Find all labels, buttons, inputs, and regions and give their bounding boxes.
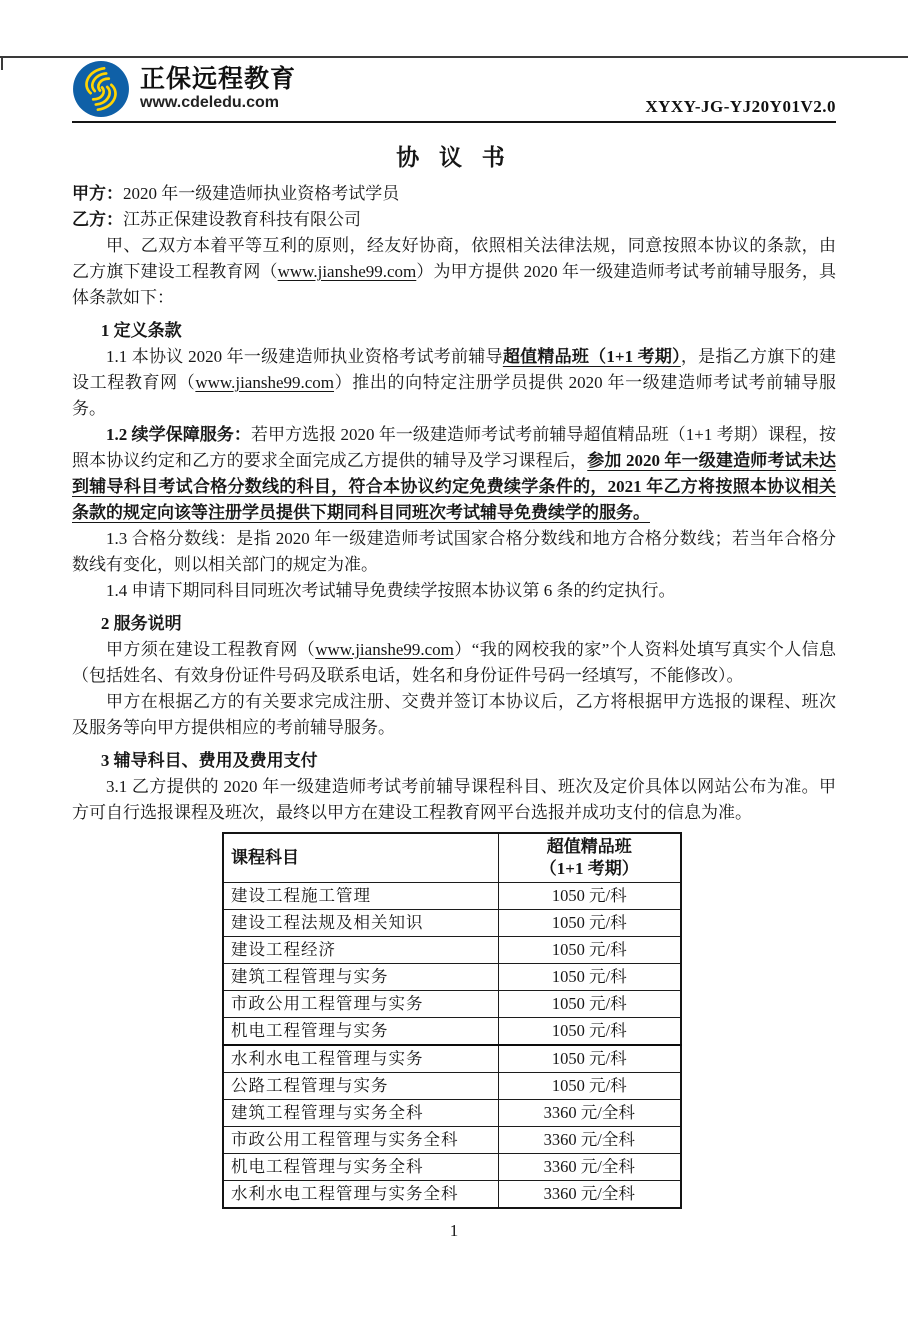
subject-cell: 建筑工程管理与实务全科	[223, 1099, 498, 1126]
subject-cell: 公路工程管理与实务	[223, 1072, 498, 1099]
jianshe99-link[interactable]: www.jianshe99.com	[315, 640, 454, 659]
clause-2-1-text: 甲方须在建设工程教育网（	[106, 640, 316, 659]
clause-1-3: 1.3 合格分数线：是指 2020 年一级建造师考试国家合格分数线和地方合格分数线；若当年合格分数线有变化，则以相关部门的规定为准。	[72, 529, 836, 574]
document-content	[72, 181, 836, 1244]
course-subject-header: 课程科目	[223, 833, 498, 882]
clause-1-1-text: 1.1 本协议 2020 年一级建造师执业资格考试考前辅导	[106, 347, 503, 366]
section-2-heading: 2 服务说明	[100, 614, 182, 633]
document-code: XYXY-JG-YJ20Y01V2.0	[645, 97, 836, 116]
party-a-line	[72, 181, 836, 207]
page-left-edge	[1, 56, 3, 70]
price-cell: 3360 元/全科	[498, 1153, 681, 1180]
price-cell: 1050 元/科	[498, 882, 681, 909]
clause-1-2-emphasis: 参加 2020 年一级建造师考试未达到辅导科目考试合格分数线的科目，符合本协议约定免费续学条件的，2021 年乙方将按照本协议相关条款的规定向该等注册学员提供下期同科目同班次考试辅导免费续学的服务。	[72, 451, 837, 522]
party-b-line	[72, 207, 836, 233]
clause-1-2-label: 1.2 续学保障服务：	[106, 425, 251, 444]
intro-text-after: ）为甲方提供 2020 年一级建造师考试考前辅导服务，具体条款如下：	[72, 262, 837, 307]
price-cell: 1050 元/科	[498, 936, 681, 963]
brand-website: www.cdeledu.com	[140, 93, 279, 111]
table-row	[223, 1153, 681, 1180]
clause-1-1-emphasis: 超值精品班（1+1 考期）	[502, 347, 681, 366]
clause-3-1: 3.1 乙方提供的 2020 年一级建造师考试考前辅导课程科目、班次及定价具体以网站公布为准。甲方可自行选报课程及班次，最终以甲方在建设工程教育网平台选报并成功支付的信息为准。	[72, 777, 836, 822]
table-row	[223, 936, 681, 963]
subject-cell: 建设工程法规及相关知识	[223, 909, 498, 936]
swirl-globe-icon	[72, 60, 130, 118]
party-b-value: 江苏正保建设教育科技有限公司	[123, 210, 361, 229]
table-row	[223, 1017, 681, 1045]
clause-1-1	[72, 344, 836, 422]
intro-text: 甲、乙双方本着平等互利的原则，经友好协商，依照相关法律法规，同意按照本协议的条款，由乙方旗下建设工程教育网（	[72, 236, 836, 281]
table-row	[223, 909, 681, 936]
subject-cell: 建筑工程管理与实务	[223, 963, 498, 990]
course-fee-table	[222, 832, 682, 1209]
subject-cell: 机电工程管理与实务全科	[223, 1153, 498, 1180]
brand-block	[72, 60, 296, 118]
jianshe99-link[interactable]: www.jianshe99.com	[277, 262, 417, 281]
subject-cell: 水利水电工程管理与实务全科	[223, 1180, 498, 1208]
clause-1-4: 1.4 申请下期同科目同班次考试辅导免费续学按照本协议第 6 条的约定执行。	[106, 581, 676, 600]
clause-1-1-text-mid: ，是指乙方旗下的建设工程教育网（	[72, 347, 837, 392]
subject-cell: 建设工程经济	[223, 936, 498, 963]
clause-1-2	[72, 422, 836, 526]
plan-header-line2: （1+1 考期）	[539, 858, 639, 878]
intro-paragraph	[72, 233, 836, 311]
price-cell: 1050 元/科	[498, 990, 681, 1017]
clause-1-2-text: 若甲方选报 2020 年一级建造师考试考前辅导超值精品班（1+1 考期）课程，按照本协议约定和乙方的要求全面完成乙方提供的辅导及学习课程后，	[72, 425, 836, 470]
page-top-edge	[0, 56, 908, 58]
price-cell: 1050 元/科	[498, 909, 681, 936]
table-header-row	[223, 833, 681, 882]
price-cell: 3360 元/全科	[498, 1180, 681, 1208]
brand-text	[140, 66, 296, 111]
price-cell: 1050 元/科	[498, 963, 681, 990]
header-divider	[72, 121, 836, 123]
agreement-page	[0, 54, 908, 1341]
subject-cell: 水利水电工程管理与实务	[223, 1045, 498, 1073]
price-cell: 1050 元/科	[498, 1017, 681, 1045]
page-header	[72, 54, 836, 118]
page-number: 1	[449, 1220, 459, 1240]
price-cell: 1050 元/科	[498, 1045, 681, 1073]
subject-cell: 市政公用工程管理与实务全科	[223, 1126, 498, 1153]
parties-block	[72, 181, 836, 233]
subject-cell: 建设工程施工管理	[223, 882, 498, 909]
plan-header-line1: 超值精品班	[546, 836, 632, 856]
party-b-label: 乙方：	[72, 210, 123, 229]
page-title: 协 议 书	[396, 145, 512, 170]
party-a-value: 2020 年一级建造师执业资格考试学员	[123, 184, 400, 203]
price-cell: 3360 元/全科	[498, 1099, 681, 1126]
section-3-heading: 3 辅导科目、费用及费用支付	[100, 751, 318, 770]
clause-2-1	[72, 637, 836, 689]
clause-2-2: 甲方在根据乙方的有关要求完成注册、交费并签订本协议后，乙方将根据甲方选报的课程、班次及服务等向甲方提供相应的考前辅导服务。	[72, 692, 836, 737]
table-row	[223, 990, 681, 1017]
party-a-label: 甲方：	[72, 184, 123, 203]
table-row	[223, 1180, 681, 1208]
brand-name: 正保远程教育	[140, 65, 297, 94]
table-row	[223, 1072, 681, 1099]
jianshe99-link[interactable]: www.jianshe99.com	[195, 373, 335, 392]
price-cell: 3360 元/全科	[498, 1126, 681, 1153]
table-row	[223, 1045, 681, 1073]
clause-1-1-text-after: ）推出的向特定注册学员提供 2020 年一级建造师考试考前辅导服务。	[72, 373, 837, 418]
table-row	[223, 882, 681, 909]
subject-cell: 市政公用工程管理与实务	[223, 990, 498, 1017]
plan-header	[498, 833, 681, 882]
table-row	[223, 1126, 681, 1153]
subject-cell: 机电工程管理与实务	[223, 1017, 498, 1045]
table-row	[223, 963, 681, 990]
table-row	[223, 1099, 681, 1126]
clause-2-1-text-after: ）“我的网校我的家”个人资料处填写真实个人信息（包括姓名、有效身份证件号码及联系电话，姓名和身份证件号码一经填写，不能修改）。	[72, 640, 837, 685]
price-cell: 1050 元/科	[498, 1072, 681, 1099]
section-1-heading: 1 定义条款	[100, 321, 182, 340]
